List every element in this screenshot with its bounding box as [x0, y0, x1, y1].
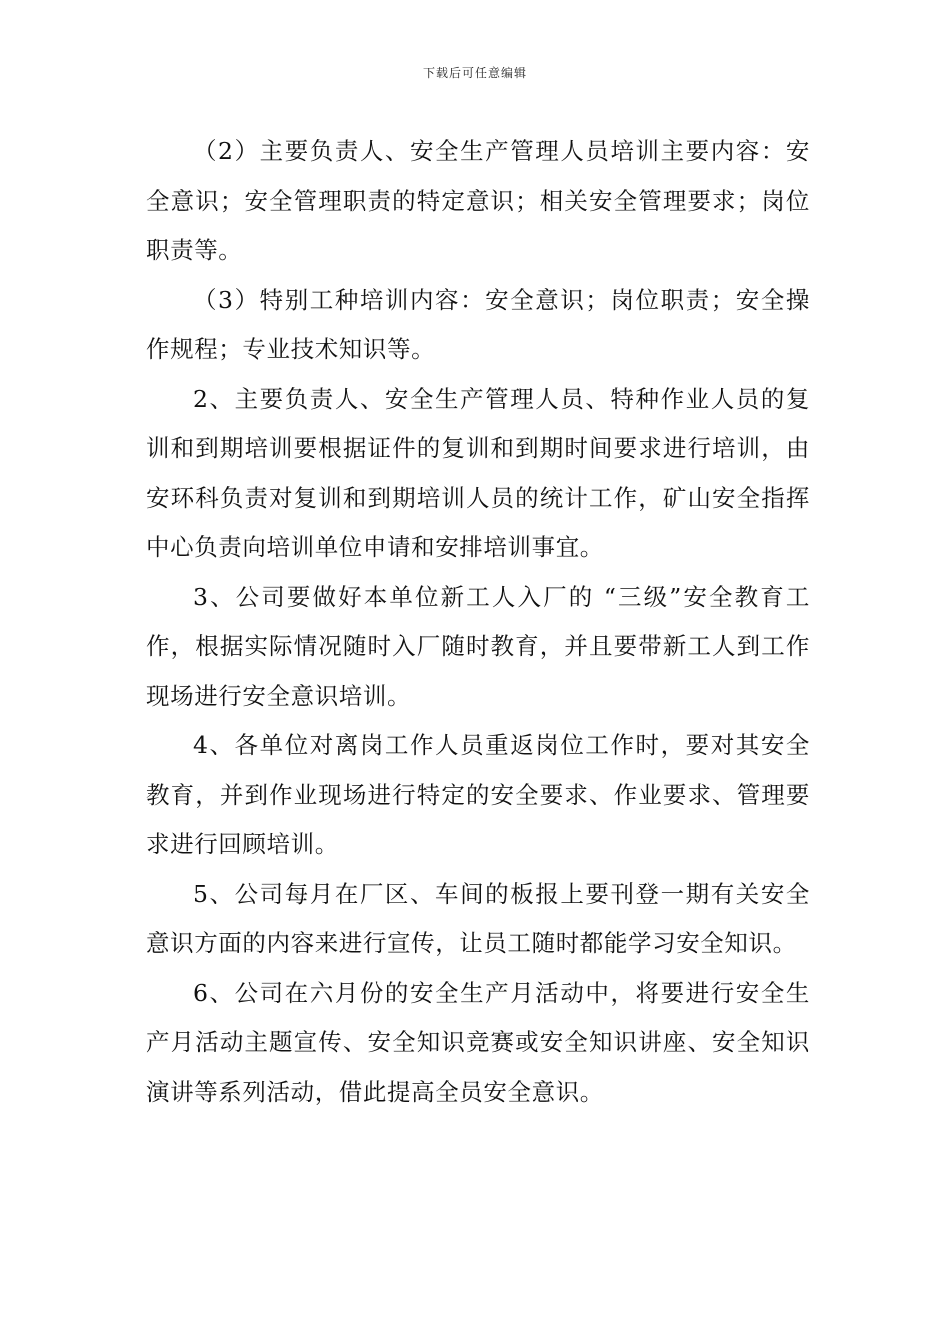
paragraph-bulletin-board: 5、公司每月在厂区、车间的板报上要刊登一期有关安全意识方面的内容来进行宣传，让员工随时都能学习安全知识。	[146, 879, 810, 957]
paragraph-safety-month: 6、公司在六月份的安全生产月活动中，将要进行安全生产月活动主题宣传、安全知识竞赛或安全知识讲座、安全知识演讲等系列活动，借此提高全员安全意识。	[146, 978, 810, 1106]
document-body	[146, 127, 810, 1117]
paragraph-return-to-post: 4、各单位对离岗工作人员重返岗位工作时，要对其安全教育，并到作业现场进行特定的安全要求、作业要求、管理要求进行回顾培训。	[146, 731, 810, 858]
paragraph-training-content-special-workers: （3）特别工种培训内容：安全意识；岗位职责；安全操作规程；专业技术知识等。	[146, 285, 810, 363]
page-header: 下载后可任意编辑	[422, 66, 527, 80]
paragraph-training-content-managers: （2）主要负责人、安全生产管理人员培训主要内容：安全意识；安全管理职责的特定意识；相关安全管理要求；岗位职责等。	[146, 137, 810, 264]
paragraph-retraining: 2、主要负责人、安全生产管理人员、特种作业人员的复训和到期培训要根据证件的复训和到期时间要求进行培训，由安环科负责对复训和到期培训人员的统计工作，矿山安全指挥中心负责向培训单位申请和安排培训事宜。	[146, 384, 810, 561]
paragraph-three-level-education: 3、公司要做好本单位新工人入厂的 “三级”安全教育工作，根据实际情况随时入厂随时教育，并且要带新工人到工作现场进行安全意识培训。	[146, 582, 810, 710]
